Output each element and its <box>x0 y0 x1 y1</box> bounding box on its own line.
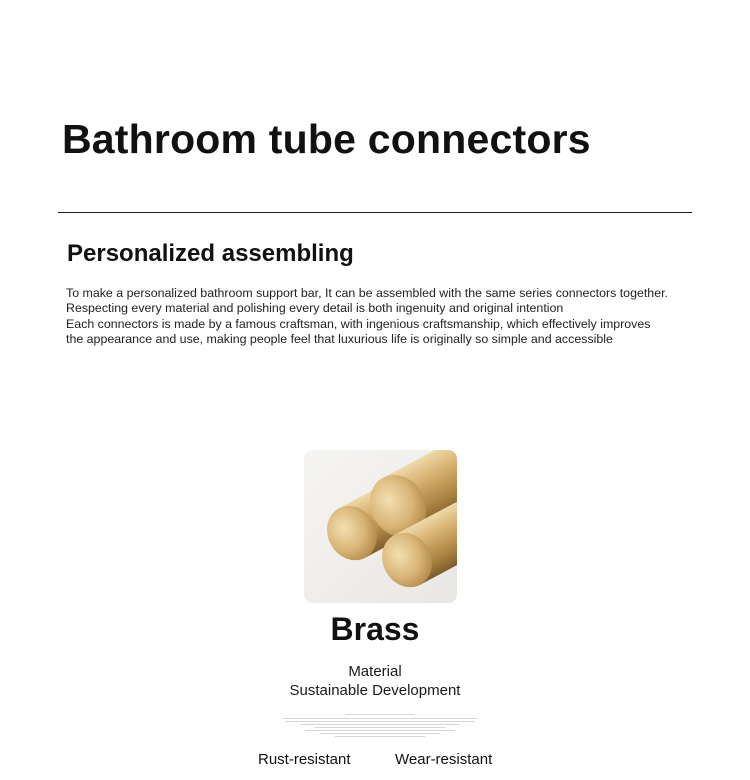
divider <box>58 212 692 213</box>
page-title: Bathroom tube connectors <box>62 116 591 162</box>
section-subtitle: Personalized assembling <box>67 240 354 267</box>
description-line: To make a personalized bathroom support bar, It can be assembled with the same series connectors together. <box>66 286 668 300</box>
feature-rust-resistant: Rust-resistant <box>258 751 351 768</box>
material-label: Material <box>348 663 402 680</box>
description-line: Respecting every material and polishing every detail is both ingenuity and original intention <box>66 301 564 316</box>
material-caption <box>0 662 750 700</box>
description-line: the appearance and use, making people feel that luxurious life is originally so simple and accessible <box>66 331 613 346</box>
brass-rods-illustration <box>304 450 457 603</box>
faint-fine-print <box>275 712 485 740</box>
feature-wear-resistant: Wear-resistant <box>395 751 493 768</box>
material-name: Brass <box>330 611 420 647</box>
material-tagline: Sustainable Development <box>289 682 461 699</box>
brass-rods-image <box>304 450 457 603</box>
description-paragraph <box>66 286 706 347</box>
description-line: Each connectors is made by a famous craftsman, with ingenious craftsmanship, which effectively improves <box>66 316 651 331</box>
